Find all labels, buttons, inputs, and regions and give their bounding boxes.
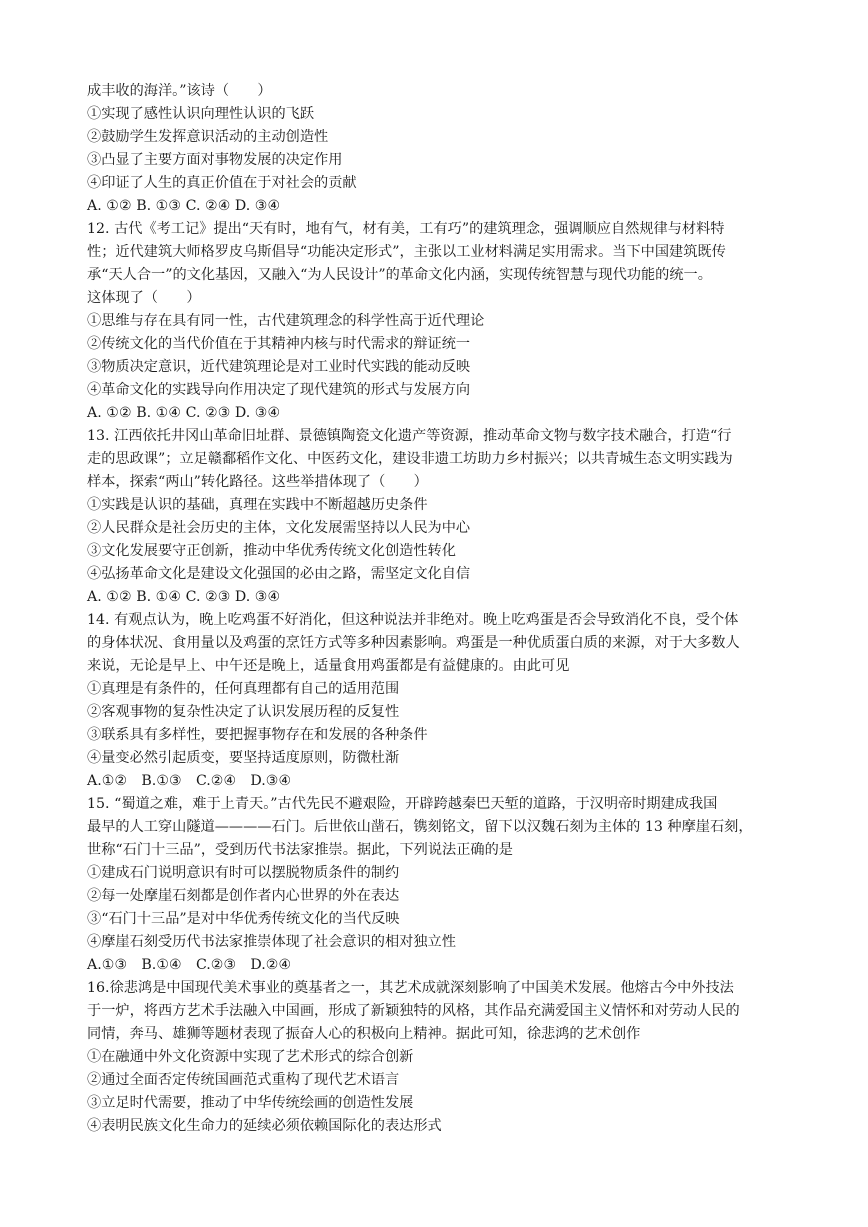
answer-choices: A.①② B.①③ C.②④ D.③④ <box>87 773 292 789</box>
option-line: ①思维与存在具有同一性，古代建筑理念的科学性高于近代理论 <box>87 313 485 329</box>
option-line: ①在融通中外文化资源中实现了艺术形式的综合创新 <box>87 1049 414 1065</box>
question-16-stem: 于一炉，将西方艺术手法融入中国画，形成了新颖独特的风格，其作品充满爱国主义情怀和对劳动人民的 <box>87 1003 740 1019</box>
question-14-stem: 来说，无论是早上、中午还是晚上，适量食用鸡蛋都是有益健康的。由此可见 <box>87 658 570 674</box>
question-13-stem: 走的思政课”；立足赣鄱稻作文化、中医药文化，建设非遗工坊助力乡村振兴；以共青城生态文明实践为 <box>87 451 733 467</box>
option-line: ④表明民族文化生命力的延续必须依赖国际化的表达形式 <box>87 1118 442 1134</box>
option-line: ④摩崖石刻受历代书法家推崇体现了社会意识的相对独立性 <box>87 934 456 950</box>
option-line: ③凸显了主要方面对事物发展的决定作用 <box>87 152 343 168</box>
option-line: ③联系具有多样性，要把握事物存在和发展的各种条件 <box>87 727 428 743</box>
question-12-stem: 承“天人合一”的文化基因，又融入“为人民设计”的革命文化内涵，实现传统智慧与现代功能的统一。 <box>87 267 712 283</box>
option-line: ③立足时代需要，推动了中华传统绘画的创造性发展 <box>87 1095 414 1111</box>
option-line: ③物质决定意识，近代建筑理论是对工业时代实践的能动反映 <box>87 359 471 375</box>
question-12-stem: 这体现了（ ） <box>87 290 201 306</box>
option-line: ②客观事物的复杂性决定了认识发展历程的反复性 <box>87 704 400 720</box>
option-line: ②鼓励学生发挥意识活动的主动创造性 <box>87 129 329 145</box>
option-line: ④量变必然引起质变，要坚持适度原则，防微杜渐 <box>87 750 400 766</box>
option-line: ④印证了人生的真正价值在于对社会的贡献 <box>87 175 357 191</box>
option-line: ①实践是认识的基础，真理在实践中不断超越历史条件 <box>87 497 428 513</box>
question-15-stem: 世称“石门十三品”，受到历代书法家推崇。据此，下列说法正确的是 <box>87 842 513 858</box>
question-16-stem: 16.徐悲鸿是中国现代美术事业的奠基者之一，其艺术成就深刻影响了中国美术发展。他熔古今中外技法 <box>87 980 734 996</box>
option-line: ①实现了感性认识向理性认识的飞跃 <box>87 106 315 122</box>
question-16-stem: 同情，奔马、雄狮等题材表现了振奋人心的积极向上精神。据此可知，徐悲鸿的艺术创作 <box>87 1026 641 1042</box>
question-15-stem: 15. “蜀道之难，难于上青天。”古代先民不避艰险，开辟跨越秦巴天堑的道路，于汉明帝时期建成我国 <box>87 796 718 812</box>
option-line: ④弘扬革命文化是建设文化强国的必由之路，需坚定文化自信 <box>87 566 471 582</box>
option-line: ②每一处摩崖石刻都是创作者内心世界的外在表达 <box>87 888 400 904</box>
answer-choices: A. ①② B. ①③ C. ②④ D. ③④ <box>87 198 281 214</box>
question-13-stem: 13. 江西依托井冈山革命旧址群、景德镇陶瓷文化遗产等资源，推动革命文物与数字技术融合，打造“行 <box>87 428 732 444</box>
question-12-stem: 12. 古代《考工记》提出“天有时，地有气，材有美，工有巧”的建筑理念，强调顺应自然规律与材料特 <box>87 221 725 237</box>
question-14-stem: 14. 有观点认为，晚上吃鸡蛋不好消化，但这种说法并非绝对。晚上吃鸡蛋是否会导致消化不良，受个体 <box>87 612 739 628</box>
option-line: ①真理是有条件的，任何真理都有自己的适用范围 <box>87 681 400 697</box>
option-line: ②通过全面否定传统国画范式重构了现代艺术语言 <box>87 1072 400 1088</box>
question-11-stem-end: 成丰收的海洋。”该诗（ ） <box>87 83 272 99</box>
question-14-stem: 的身体状况、食用量以及鸡蛋的烹饪方式等多种因素影响。鸡蛋是一种优质蛋白质的来源，对于大多数人 <box>87 635 740 651</box>
option-line: ③文化发展要守正创新，推动中华优秀传统文化创造性转化 <box>87 543 456 559</box>
option-line: ④革命文化的实践导向作用决定了现代建筑的形式与发展方向 <box>87 382 471 398</box>
answer-choices: A.①③ B.①④ C.②③ D.②④ <box>87 957 292 973</box>
answer-choices: A. ①② B. ①④ C. ②③ D. ③④ <box>87 405 281 421</box>
document-body <box>87 80 787 1138</box>
option-line: ③“石门十三品”是对中华优秀传统文化的当代反映 <box>87 911 400 927</box>
option-line: ②传统文化的当代价值在于其精神内核与时代需求的辩证统一 <box>87 336 471 352</box>
question-12-stem: 性；近代建筑大师格罗皮乌斯倡导“功能决定形式”，主张以工业材料满足实用需求。当下中国建筑既传 <box>87 244 726 260</box>
answer-choices: A. ①② B. ①④ C. ②③ D. ③④ <box>87 589 281 605</box>
question-15-stem: 最早的人工穿山隧道————石门。后世依山凿石，镌刻铭文，留下以汉魏石刻为主体的 13 种摩崖石刻， <box>87 819 753 835</box>
option-line: ②人民群众是社会历史的主体，文化发展需坚持以人民为中心 <box>87 520 471 536</box>
option-line: ①建成石门说明意识有时可以摆脱物质条件的制约 <box>87 865 400 881</box>
question-13-stem: 样本，探索“两山”转化路径。这些举措体现了（ ） <box>87 474 428 490</box>
